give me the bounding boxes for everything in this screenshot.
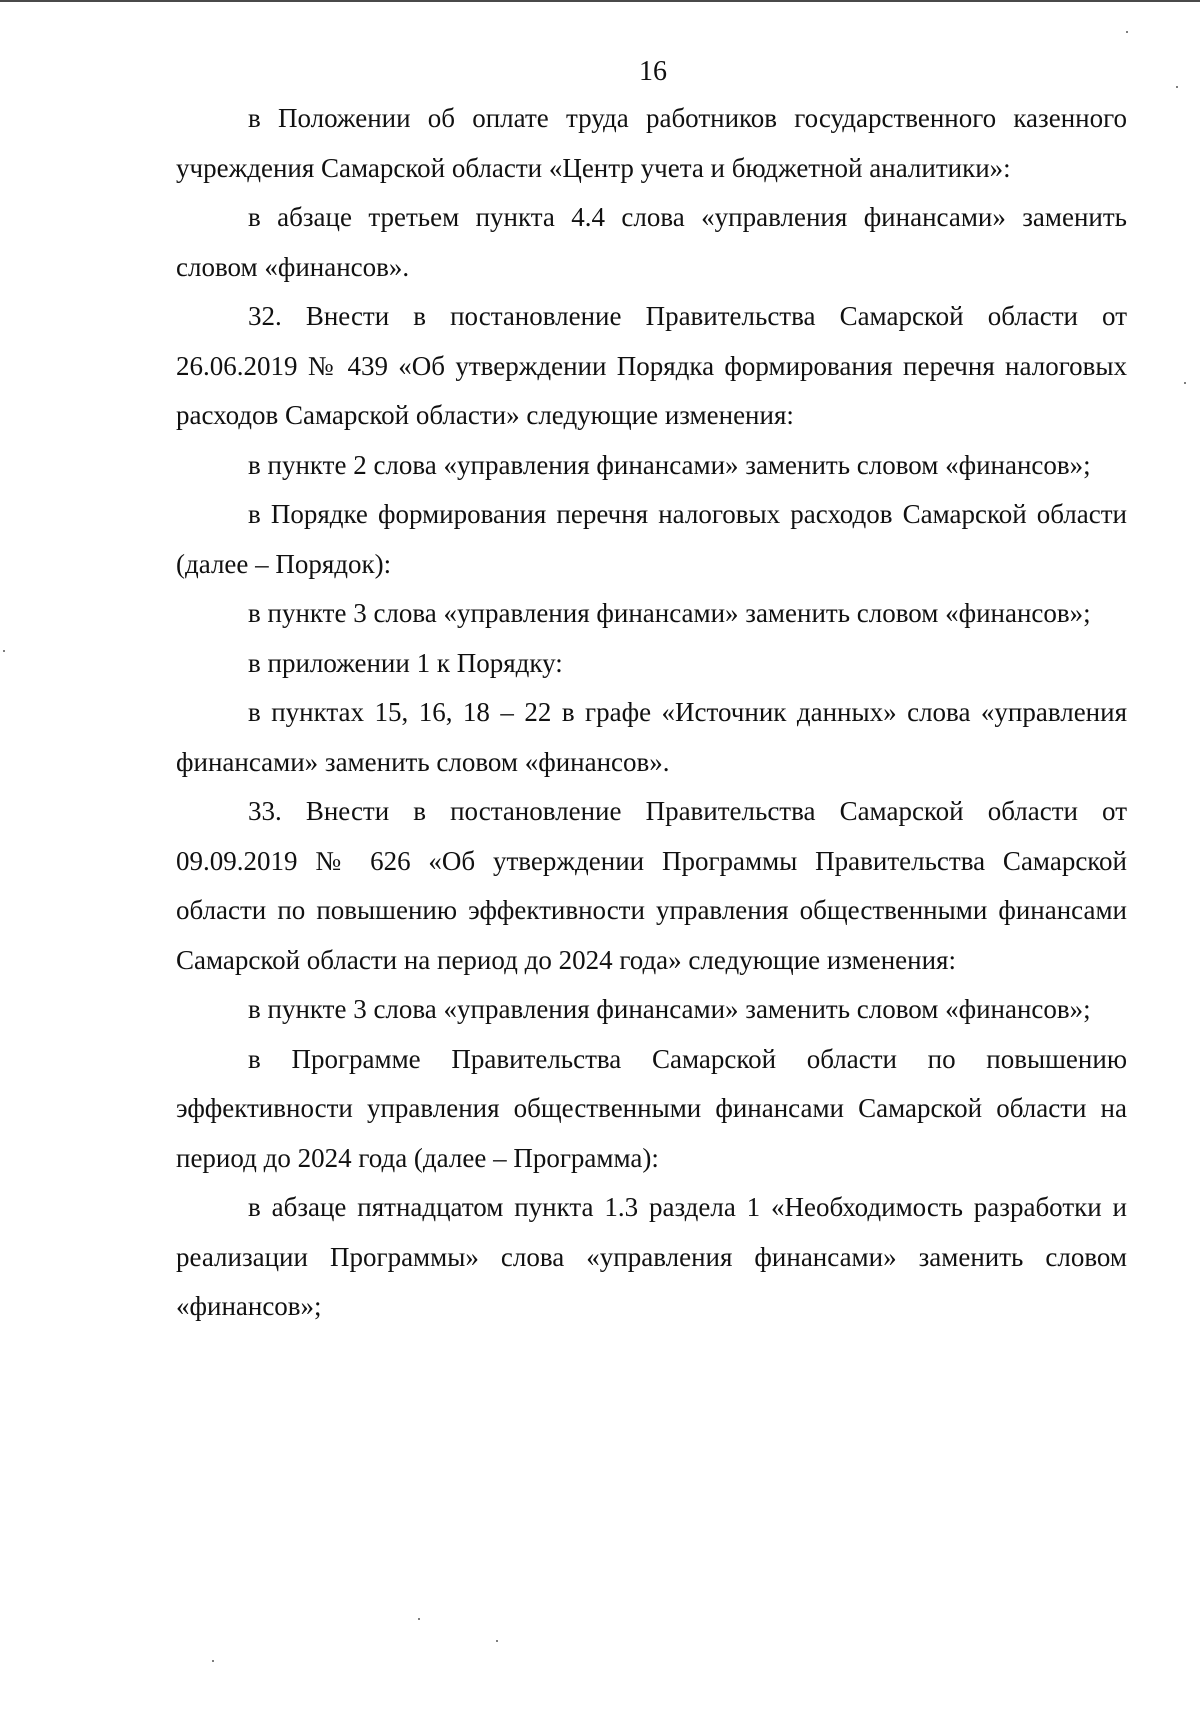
scan-speck	[1126, 31, 1128, 33]
paragraph-10: в пункте 3 слова «управления финансами» заменить словом «финансов»;	[248, 994, 1091, 1024]
scan-speck	[1176, 86, 1178, 88]
document-body	[176, 94, 1127, 1332]
scan-speck	[3, 650, 5, 652]
paragraph-11: в Программе Правительства Самарской области по повышению эффективности управления общественными финансами Самарской области на период до 2024 года (далее – Программа):	[176, 1043, 1127, 1173]
paragraph-6: в пункте 3 слова «управления финансами» заменить словом «финансов»;	[248, 598, 1091, 628]
paragraph-3: 32. Внести в постановление Правительства Самарской области от 26.06.2019 № 439 «Об утверждении Порядка формирования перечня налоговых расходов Самарской области» следующие изменения:	[176, 301, 1127, 430]
top-border-line	[0, 0, 1200, 2]
paragraph-8: в пунктах 15, 16, 18 – 22 в графе «Источник данных» слова «управления финансами» заменить словом «финансов».	[176, 697, 1127, 777]
scan-speck	[496, 1640, 498, 1642]
page-number: 16	[639, 56, 667, 87]
scan-speck	[1184, 382, 1186, 384]
scan-speck	[418, 1618, 420, 1620]
scan-speck	[212, 1660, 214, 1662]
paragraph-9: 33. Внести в постановление Правительства Самарской области от 09.09.2019 № 626 «Об утверждении Программы Правительства Самарской области по повышению эффективности управления общественными финансами Самарской области на период до 2024 года» следующие изменения:	[176, 796, 1127, 975]
paragraph-7: в приложении 1 к Порядку:	[248, 647, 563, 678]
paragraph-1: в Положении об оплате труда работников государственного казенного учреждения Самарской области «Центр учета и бюджетной аналитики»:	[176, 103, 1127, 183]
paragraph-2: в абзаце третьем пункта 4.4 слова «управления финансами» заменить словом «финансов».	[176, 202, 1127, 282]
paragraph-12: в абзаце пятнадцатом пункта 1.3 раздела 1 «Необходимость разработки и реализации Программы» слова «управления финансами» заменить словом «финансов»;	[176, 1192, 1127, 1321]
paragraph-5: в Порядке формирования перечня налоговых расходов Самарской области (далее – Порядок):	[176, 499, 1127, 579]
paragraph-4: в пункте 2 слова «управления финансами» заменить словом «финансов»;	[248, 449, 1091, 480]
